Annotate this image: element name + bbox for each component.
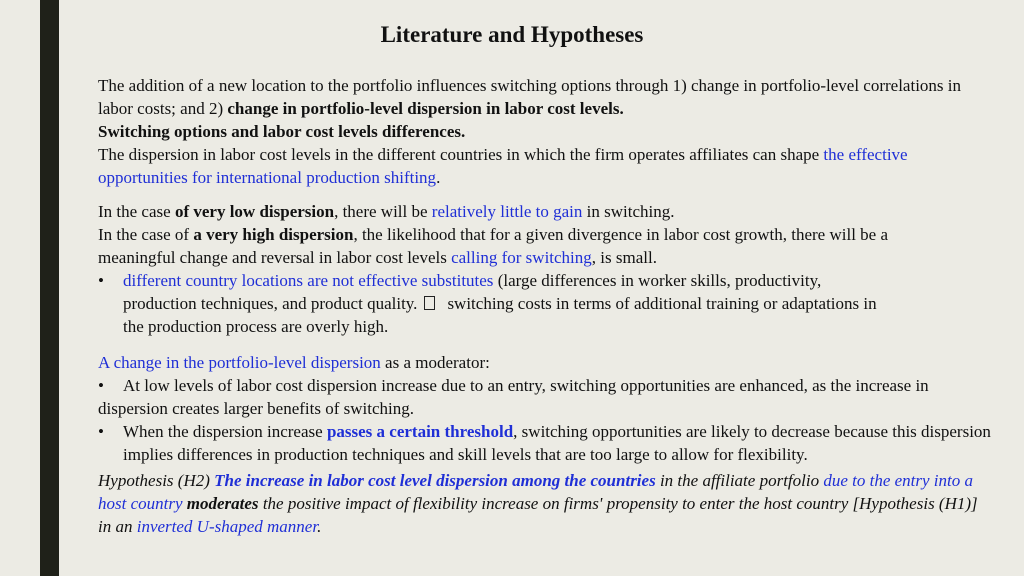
substitutes-text-b: switching costs in terms of additional training or adaptations in the production process are overly high. [123,294,877,336]
hypothesis-end: . [317,517,322,536]
bullet-marker: • [98,376,104,395]
threshold-highlight: passes a certain threshold [326,422,514,441]
low-case-text-a: In the case [98,202,175,221]
dispersion-text: The dispersion in labor cost levels in the different countries in which the firm operates affiliates can shape [98,145,824,164]
slide-title: Literature and Hypotheses [380,22,644,47]
substitutes-text-a: (large differences in worker skills, productivity, production techniques, and product quality. [123,271,822,313]
hypothesis-text-a: in the affiliate portfolio [655,471,824,490]
hypothesis-highlight-b: inverted U-shaped manner [136,517,318,536]
low-case-emphasis: of very low dispersion [174,202,335,221]
slide-accent-bar [40,0,59,576]
high-case-text-a: In the case of [98,225,194,244]
moderator-lead-highlight: A change in the portfolio-level dispersion [98,353,381,372]
dispersion-end: . [436,168,441,187]
low-case-text-b: , there will be [334,202,432,221]
intro-paragraph [98,74,998,120]
slide-body [98,74,998,538]
low-case-text-c: in switching. [582,202,675,221]
hypothesis-moderates: moderates [182,494,259,513]
bullet-marker: • [98,422,104,441]
moderator-bullet-low [98,374,953,420]
moderator-bullet-high-text-b: , switching opportunities are likely to decrease because this dispersion implies differences in production techniques and skill levels that are too large to allow for flexibility. [123,422,991,464]
moderator-lead-text: as a moderator: [380,353,490,372]
low-case-highlight: relatively little to gain [431,202,583,221]
hypothesis-text-b: the positive impact of flexibility increase on firms' propensity to enter the host country [Hypothesis (H1)] in an [98,494,978,536]
bullet-marker: • [98,271,104,290]
high-case-highlight: calling for switching [451,248,592,267]
moderator-bullet-low-text: At low levels of labor cost dispersion increase due to an entry, switching opportunities are enhanced, as the increase in dispersion creates larger benefits of switching. [98,376,929,418]
moderator-lead [98,351,998,374]
moderator-bullet-high-text-a: When the dispersion increase [123,422,327,441]
dispersion-paragraph [98,143,998,189]
high-case-emphasis: a very high dispersion [193,225,354,244]
substitutes-bullet [98,269,888,338]
section-subheading: Switching options and labor cost levels differences. [98,122,466,141]
hypothesis-emphasis: The increase in labor cost level dispersion among the countries [214,471,656,490]
intro-emphasis: change in portfolio-level dispersion in labor cost levels. [227,99,624,118]
hypothesis-h2 [98,469,978,538]
high-case-text-b: , the likelihood that for a given divergence in labor cost growth, there will be a meaningful change and reversal in labor cost levels [98,225,889,267]
high-case-text-c: , is small. [591,248,657,267]
hypothesis-label: Hypothesis (H2) [98,471,215,490]
substitutes-highlight: different country locations are not effective substitutes [123,271,494,290]
intro-text: The addition of a new location to the portfolio influences switching options through 1) change in portfolio-level correlations in labor costs; and 2) [98,76,962,118]
hypothesis-highlight-a: due to the entry into a host country [98,471,974,513]
dispersion-highlight: the effective opportunities for international production shifting [98,145,908,187]
arrow-symbol-icon [424,296,435,310]
moderator-bullet-high [98,420,998,466]
low-dispersion-case [98,200,998,223]
high-dispersion-case [98,223,888,269]
